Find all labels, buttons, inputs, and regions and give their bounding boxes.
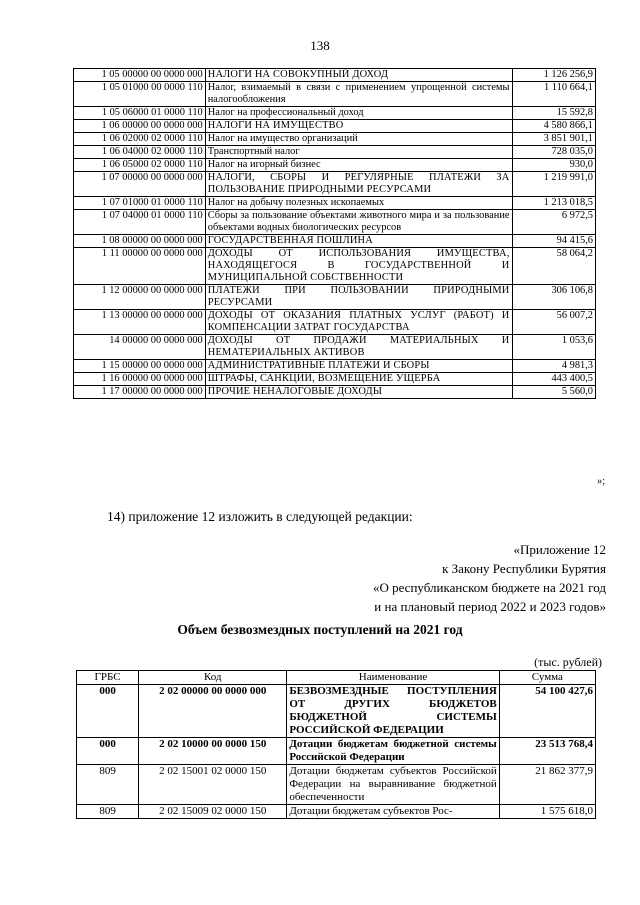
cell-sum: 1 575 618,0 [499, 805, 595, 819]
table-row [74, 285, 596, 310]
cell-code: 2 02 10000 00 0000 150 [139, 738, 287, 765]
cell-code: 1 05 06000 01 0000 110 [74, 107, 206, 120]
cell-code: 1 06 00000 00 0000 000 [74, 120, 206, 133]
section-title: Объем безвозмездных поступлений на 2021 год [177, 622, 463, 637]
cell-sum: 6 972,5 [512, 210, 596, 235]
cell-sum: 5 560,0 [512, 386, 596, 399]
cell-code: 1 12 00000 00 0000 000 [74, 285, 206, 310]
cell-sum: 21 862 377,9 [499, 765, 595, 805]
cell-sum: 4 981,3 [512, 360, 596, 373]
table-row [77, 738, 596, 765]
annex-line: «Приложение 12 [513, 542, 606, 557]
cell-sum: 1 126 256,9 [512, 69, 596, 82]
cell-sum: 306 106,8 [512, 285, 596, 310]
table-row [77, 765, 596, 805]
cell-code: 1 06 05000 02 0000 110 [74, 159, 206, 172]
cell-sum: 443 400,5 [512, 373, 596, 386]
cell-sum: 58 064,2 [512, 248, 596, 285]
cell-code: 1 07 04000 01 0000 110 [74, 210, 206, 235]
cell-name: Дотации бюджетам субъектов Российской Федерации на выравнивание бюджетной обеспеченности [287, 765, 499, 805]
closing-mark: »; [597, 476, 606, 487]
cell-name: ПЛАТЕЖИ ПРИ ПОЛЬЗОВАНИИ ПРИРОДНЫМИ РЕСУРСАМИ [205, 285, 512, 310]
cell-sum: 930,0 [512, 159, 596, 172]
table-row [74, 159, 596, 172]
cell-code: 1 17 00000 00 0000 000 [74, 386, 206, 399]
table-row [74, 133, 596, 146]
cell-sum: 1 053,6 [512, 335, 596, 360]
cell-sum: 728 035,0 [512, 146, 596, 159]
cell-sum: 1 110 664,1 [512, 82, 596, 107]
cell-name: ГОСУДАРСТВЕННАЯ ПОШЛИНА [205, 235, 512, 248]
table-row [74, 172, 596, 197]
cell-name: Налог на имущество организаций [205, 133, 512, 146]
annex-line: «О республиканском бюджете на 2021 год [372, 580, 606, 595]
cell-name: ШТРАФЫ, САНКЦИИ, ВОЗМЕЩЕНИЕ УЩЕРБА [205, 373, 512, 386]
cell-code: 1 07 01000 01 0000 110 [74, 197, 206, 210]
table-row [74, 373, 596, 386]
cell-name: Сборы за пользование объектами животного мира и за пользование объектами водных биологических ресурсов [205, 210, 512, 235]
table-row [74, 69, 596, 82]
page-number: 138 [310, 38, 330, 53]
cell-code: 2 02 15009 02 0000 150 [139, 805, 287, 819]
cell-name: НАЛОГИ, СБОРЫ И РЕГУЛЯРНЫЕ ПЛАТЕЖИ ЗА ПОЛЬЗОВАНИЕ ПРИРОДНЫМИ РЕСУРСАМИ [205, 172, 512, 197]
header-code: Код [139, 671, 287, 685]
cell-code: 1 08 00000 00 0000 000 [74, 235, 206, 248]
cell-grbs: 000 [77, 685, 139, 738]
cell-code: 1 13 00000 00 0000 000 [74, 310, 206, 335]
amendment-paragraph: 14) приложение 12 изложить в следующей редакции: [107, 509, 413, 524]
cell-code: 1 06 04000 02 0000 110 [74, 146, 206, 159]
cell-code: 2 02 00000 00 0000 000 [139, 685, 287, 738]
cell-sum: 1 213 018,5 [512, 197, 596, 210]
cell-sum: 3 851 901,1 [512, 133, 596, 146]
cell-code: 1 15 00000 00 0000 000 [74, 360, 206, 373]
table-header-row [77, 671, 596, 685]
table-row [74, 360, 596, 373]
table-row [74, 310, 596, 335]
cell-name: ДОХОДЫ ОТ ИСПОЛЬЗОВАНИЯ ИМУЩЕСТВА, НАХОДЯЩЕГОСЯ В ГОСУДАРСТВЕННОЙ И МУНИЦИПАЛЬНОЙ СОБСТВЕННОСТИ [205, 248, 512, 285]
cell-code: 1 11 00000 00 0000 000 [74, 248, 206, 285]
cell-name: ДОХОДЫ ОТ ОКАЗАНИЯ ПЛАТНЫХ УСЛУГ (РАБОТ) И КОМПЕНСАЦИИ ЗАТРАТ ГОСУДАРСТВА [205, 310, 512, 335]
table-row [74, 146, 596, 159]
cell-name: НАЛОГИ НА ИМУЩЕСТВО [205, 120, 512, 133]
cell-code: 1 05 00000 00 0000 000 [74, 69, 206, 82]
header-grbs: ГРБС [77, 671, 139, 685]
cell-name: Налог на профессиональный доход [205, 107, 512, 120]
cell-sum: 54 100 427,6 [499, 685, 595, 738]
table-row [74, 82, 596, 107]
cell-code: 1 07 00000 00 0000 000 [74, 172, 206, 197]
cell-code: 1 16 00000 00 0000 000 [74, 373, 206, 386]
cell-code: 1 06 02000 02 0000 110 [74, 133, 206, 146]
table-row [74, 120, 596, 133]
table-row [74, 386, 596, 399]
table-row [77, 805, 596, 819]
cell-sum: 15 592,8 [512, 107, 596, 120]
cell-name: НАЛОГИ НА СОВОКУПНЫЙ ДОХОД [205, 69, 512, 82]
annex-heading [373, 540, 606, 616]
cell-sum: 56 007,2 [512, 310, 596, 335]
cell-grbs: 000 [77, 738, 139, 765]
cell-sum: 94 415,6 [512, 235, 596, 248]
cell-name: Налог, взимаемый в связи с применением упрощенной системы налогообложения [205, 82, 512, 107]
grants-table [76, 670, 596, 819]
cell-grbs: 809 [77, 805, 139, 819]
annex-line: и на плановый период 2022 и 2023 годов» [374, 599, 606, 614]
annex-line: к Закону Республики Бурятия [442, 561, 606, 576]
table-row [74, 107, 596, 120]
cell-name: ПРОЧИЕ НЕНАЛОГОВЫЕ ДОХОДЫ [205, 386, 512, 399]
cell-code: 2 02 15001 02 0000 150 [139, 765, 287, 805]
revenue-table [73, 68, 596, 399]
header-sum: Сумма [499, 671, 595, 685]
cell-grbs: 809 [77, 765, 139, 805]
cell-name: Транспортный налог [205, 146, 512, 159]
cell-code: 14 00000 00 0000 000 [74, 335, 206, 360]
cell-name: Дотации бюджетам субъектов Рос- [287, 805, 499, 819]
cell-sum: 1 219 991,0 [512, 172, 596, 197]
header-name: Наименование [287, 671, 499, 685]
cell-sum: 23 513 768,4 [499, 738, 595, 765]
cell-name: Дотации бюджетам бюджетной системы Российской Федерации [287, 738, 499, 765]
table-row [74, 248, 596, 285]
table-row [74, 197, 596, 210]
cell-sum: 4 580 866,1 [512, 120, 596, 133]
cell-name: АДМИНИСТРАТИВНЫЕ ПЛАТЕЖИ И СБОРЫ [205, 360, 512, 373]
cell-name: ДОХОДЫ ОТ ПРОДАЖИ МАТЕРИАЛЬНЫХ И НЕМАТЕРИАЛЬНЫХ АКТИВОВ [205, 335, 512, 360]
cell-name: Налог на игорный бизнес [205, 159, 512, 172]
table-row [74, 235, 596, 248]
cell-name: Налог на добычу полезных ископаемых [205, 197, 512, 210]
cell-name: БЕЗВОЗМЕЗДНЫЕ ПОСТУПЛЕНИЯ ОТ ДРУГИХ БЮДЖЕТОВ БЮДЖЕТНОЙ СИСТЕМЫ РОССИЙСКОЙ ФЕДЕРАЦИИ [287, 685, 499, 738]
units-label: (тыс. рублей) [534, 655, 602, 669]
cell-code: 1 05 01000 00 0000 110 [74, 82, 206, 107]
table-row [74, 335, 596, 360]
table-row [74, 210, 596, 235]
table-row [77, 685, 596, 738]
